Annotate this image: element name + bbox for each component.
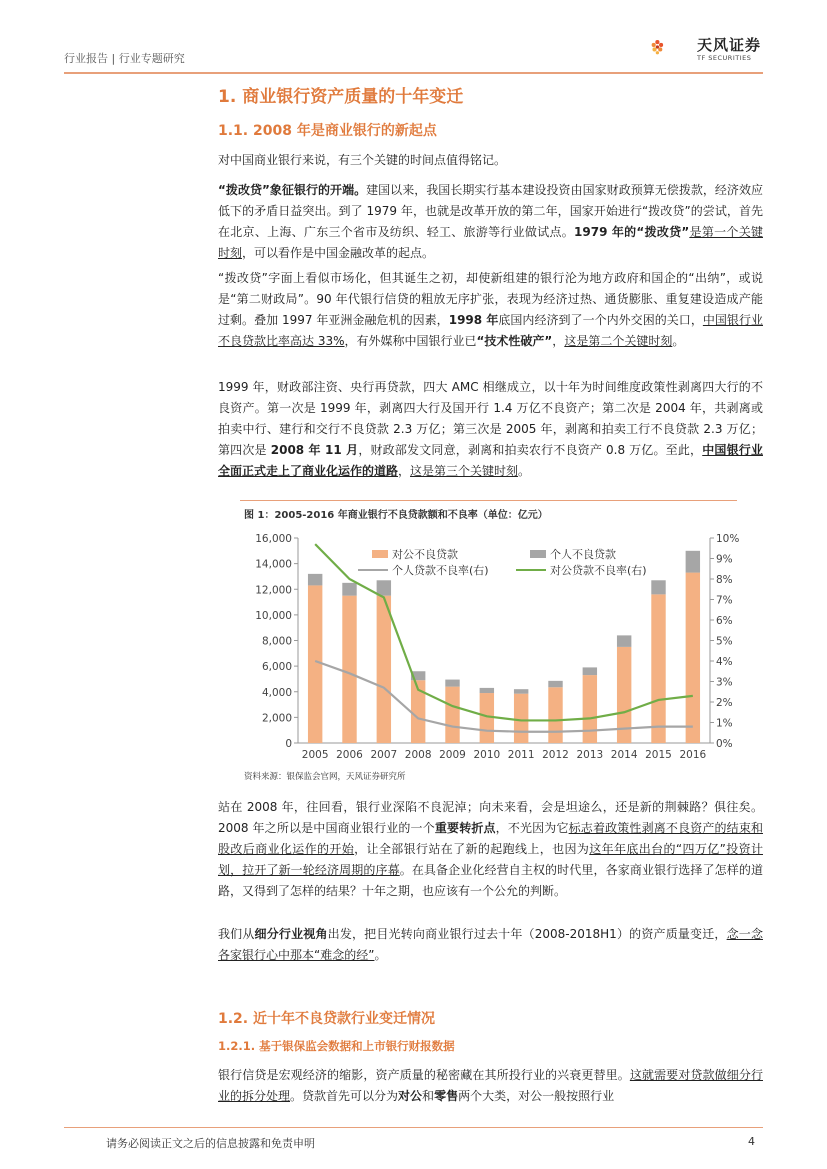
paragraph-3	[218, 268, 763, 352]
y-tick-label-right: 7%	[716, 594, 733, 607]
text-run: 两个大类，对公一般按照行业	[458, 1089, 615, 1103]
bar-corporate	[686, 573, 700, 743]
text-run: 1999 年，财政部注资、央行再贷款，四大 AMC 相继成立，以十年为时间维度政策性剥离四大行的不良资产。第一次是 1999 年，剥离四大行及国开行 1.4 万亿不良资产；第二次是 2004 年，共剥离或拍卖中行、建行和交行不良贷款 2.3 万亿；第三次是 2005 年，剥离和拍卖工行不良贷款 2.3 万亿；第四次是	[218, 380, 763, 457]
text-run: 零售	[434, 1089, 459, 1103]
series-line-personal-rate	[315, 661, 693, 732]
x-tick-label: 2007	[370, 749, 398, 761]
bar-corporate	[308, 585, 322, 743]
logo-subtext: TF SECURITIES	[697, 54, 752, 62]
y-tick-label-left: 10,000	[255, 609, 292, 622]
legend-swatch	[530, 550, 546, 558]
y-tick-label-left: 8,000	[261, 635, 292, 648]
bar-personal	[480, 688, 494, 693]
text-run: “拨改贷”象征银行的开端。	[218, 183, 367, 197]
header-rule	[64, 72, 763, 74]
text-run: 重要转折点	[434, 821, 496, 835]
text-run: 中国银行业全面正式走上了商业化运作的道路	[218, 443, 763, 478]
text-run: 1998 年	[448, 313, 499, 327]
legend-label: 对公不良贷款	[392, 548, 458, 561]
x-tick-label: 2006	[336, 749, 363, 761]
text-run: 2008 年 11 月	[270, 443, 359, 457]
y-tick-label-right: 10%	[716, 533, 740, 545]
x-tick-label: 2009	[439, 749, 466, 761]
text-run: ，	[398, 464, 411, 478]
x-tick-label: 2008	[404, 749, 432, 761]
text-run: 出发，把目光转向商业银行过去十年（2008-2018H1）的资产质量变迁，	[327, 927, 727, 941]
text-run: 这是第二个关键时刻	[564, 334, 673, 348]
section-heading-1-2: 1.2. 近十年不良贷款行业变迁情况	[218, 1011, 435, 1027]
bar-personal	[342, 583, 356, 596]
text-run: 1979 年的“拨改贷”	[574, 225, 690, 239]
text-run: 是第一个关键时刻	[218, 225, 763, 260]
y-tick-label-right: 2%	[716, 697, 733, 709]
text-run: 建国以来，我国长期实行基本建设投资由国家财政预算无偿拨款，经济效应低下的矛盾日益突出。到了 1979 年，也就是改革开放的第二年，国家开始进行“拨改贷”的尝试，首先在北京、上海、广东三个省市及纺织、轻工、旅游等行业做试点。	[218, 183, 763, 239]
y-tick-label-left: 0	[285, 738, 292, 750]
text-run: 这年年底出台的“四万亿”投资计划，拉开了新一轮经济周期的序幕	[218, 842, 763, 877]
y-tick-label-right: 3%	[716, 676, 733, 689]
text-run: 。	[518, 464, 531, 478]
x-tick-label: 2010	[473, 749, 501, 761]
y-tick-label-right: 1%	[716, 717, 733, 730]
x-tick-label: 2011	[507, 749, 535, 761]
bar-personal	[583, 667, 597, 675]
y-tick-label-right: 0%	[716, 738, 733, 750]
text-run: 。贷款首先可以分为	[290, 1089, 399, 1103]
bar-corporate	[377, 596, 391, 743]
x-tick-label: 2015	[645, 749, 672, 761]
npl-chart	[240, 522, 740, 770]
paragraph-2	[218, 180, 763, 264]
bar-personal	[686, 551, 700, 573]
page-number: 4	[748, 1135, 755, 1148]
y-tick-label-left: 12,000	[255, 584, 292, 597]
text-run: 中国银行业不良贷款比率高达 33%	[218, 313, 763, 348]
text-run: 念一念各家银行心中那本“难念的经”	[218, 927, 763, 962]
section-heading-1-1: 1.1. 2008 年是商业银行的新起点	[218, 123, 437, 139]
legend-label: 个人贷款不良率(右)	[392, 564, 489, 577]
text-run: 。	[374, 948, 387, 962]
text-run: 对公	[398, 1089, 423, 1103]
bar-corporate	[445, 687, 459, 743]
bar-personal	[514, 689, 528, 693]
figure-title: 图 1：2005-2016 年商业银行不良贷款额和不良率（单位：亿元）	[244, 510, 548, 521]
bar-personal	[308, 574, 322, 586]
bar-corporate	[651, 594, 665, 743]
bar-personal	[377, 580, 391, 595]
text-run: 站在 2008 年，往回看，银行业深陷不良泥淖；向未来看，会是坦途么，还是新的荆棘路？俱往矣。2008 年之所以是中国商业银行业的一个	[218, 800, 763, 835]
y-tick-label-left: 2,000	[261, 712, 292, 725]
y-tick-label-left: 16,000	[255, 533, 292, 545]
footer-disclaimer: 请务必阅读正文之后的信息披露和免责申明	[106, 1137, 315, 1150]
text-run: ，让全部银行站在了新的起跑线上，也因为	[354, 842, 590, 856]
text-run: “拨改贷”字面上看似市场化，但其诞生之初，却使新组建的银行沦为地方政府和国企的“出纳”，或说是“第二财政局”。90 年代银行信贷的粗放无序扩张，表现为经济过热、通货膨胀、重复建设造成产能过剩。叠加 1997 年亚洲金融危机的因素，	[218, 271, 763, 327]
text-run: 我们从	[218, 927, 255, 941]
text-run: 这就需要对贷款做细分行业的拆分处理	[218, 1068, 763, 1103]
bar-corporate	[342, 596, 356, 743]
text-run: ，可以看作是中国金融改革的起点。	[242, 246, 435, 260]
paragraph-6	[218, 924, 763, 966]
y-tick-label-left: 6,000	[261, 661, 292, 674]
x-tick-label: 2012	[542, 749, 569, 761]
y-tick-label-right: 5%	[716, 635, 733, 648]
text-run: ，	[552, 334, 565, 348]
text-run: 底国内经济到了一个内外交困的关口，	[498, 313, 703, 327]
logo-text: 天风证券	[697, 36, 762, 54]
text-run: ，有外媒称中国银行业已	[344, 334, 477, 348]
y-tick-label-right: 4%	[716, 656, 733, 668]
x-tick-label: 2013	[576, 749, 604, 761]
figure-source: 资料来源：银保监会官网，天风证券研究所	[244, 772, 406, 782]
bar-corporate	[583, 675, 597, 743]
y-tick-label-left: 14,000	[255, 558, 292, 571]
legend-swatch	[372, 550, 388, 558]
header-report-type: 行业报告 | 行业专题研究	[64, 52, 185, 65]
section-heading-1-2-1: 1.2.1. 基于银保监会数据和上市银行财报数据	[218, 1039, 455, 1053]
legend-label: 对公贷款不良率(右)	[550, 564, 647, 577]
y-tick-label-left: 4,000	[261, 686, 292, 699]
paragraph-1: 对中国商业银行来说，有三个关键的时间点值得铭记。	[218, 153, 507, 167]
y-tick-label-right: 8%	[716, 574, 733, 586]
x-tick-label: 2016	[679, 749, 707, 761]
logo-flower-icon	[650, 26, 696, 68]
footer-rule	[64, 1127, 763, 1128]
text-run: ，不光因为它	[495, 821, 569, 835]
text-run: 细分行业视角	[254, 927, 328, 941]
figure-top-rule	[240, 500, 737, 501]
bar-personal	[617, 635, 631, 647]
bar-corporate	[514, 694, 528, 743]
bar-personal	[445, 680, 459, 687]
legend-label: 个人不良贷款	[550, 548, 616, 561]
paragraph-5	[218, 797, 763, 902]
text-run: 银行信贷是宏观经济的缩影，资产质量的秘密藏在其所投行业的兴衰更替里。	[218, 1068, 630, 1082]
y-tick-label-right: 9%	[716, 553, 733, 566]
y-tick-label-right: 6%	[716, 615, 733, 627]
text-run: 。	[672, 334, 685, 348]
text-run: “技术性破产”	[476, 334, 553, 348]
x-tick-label: 2005	[301, 749, 329, 761]
text-run: 这是第三个关键时刻	[410, 464, 519, 478]
bar-personal	[651, 580, 665, 594]
text-run: 标志着政策性剥离不良资产的结束和股改后商业化运作的开始	[218, 821, 763, 856]
paragraph-7	[218, 1065, 763, 1107]
text-run: 和	[422, 1089, 435, 1103]
bar-corporate	[548, 687, 562, 743]
text-run: ，财政部发文同意，剥离和拍卖农行不良资产 0.8 万亿。至此，	[358, 443, 703, 457]
x-tick-label: 2014	[610, 749, 638, 761]
text-run: 。在具备企业化经营自主权的时代里，各家商业银行选择了怎样的道路，又得到了怎样的结果？十年之期，也应该有一个公允的判断。	[218, 863, 763, 898]
paragraph-4	[218, 377, 763, 482]
section-heading-1: 1. 商业银行资产质量的十年变迁	[218, 87, 464, 107]
bar-personal	[548, 681, 562, 687]
